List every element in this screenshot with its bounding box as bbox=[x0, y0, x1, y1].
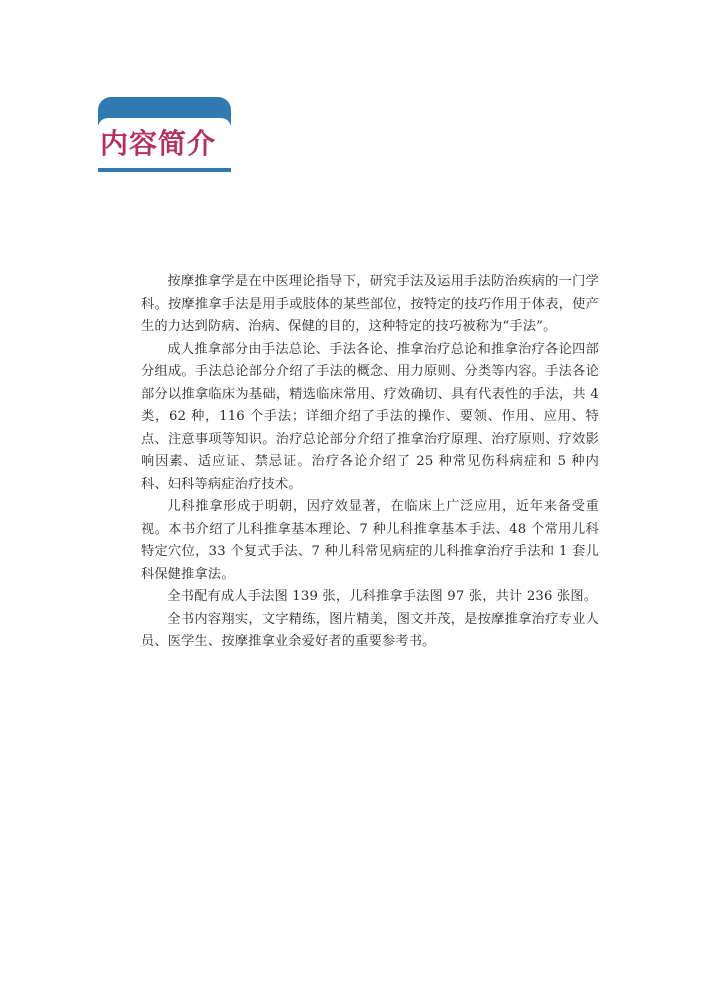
heading-underline bbox=[98, 168, 231, 172]
introduction-body bbox=[141, 271, 599, 654]
paragraph-summary: 全书内容翔实，文字精练，图片精美，图文并茂，是按摩推拿治疗专业人员、医学生、按摩推拿业余爱好者的重要参考书。 bbox=[141, 611, 599, 649]
page-title: 内容简介 bbox=[100, 127, 217, 160]
paragraph-pediatric-massage: 儿科推拿形成于明朝，因疗效显著，在临床上广泛应用，近年来备受重视。本书介绍了儿科推拿基本理论、7 种儿科推拿基本手法、48 个常用儿科特定穴位，33 个复式手法、7 种儿科常见病症的儿科推拿治疗手法和 1 套儿科保健推拿法。 bbox=[141, 499, 599, 582]
paragraph-adult-massage: 成人推拿部分由手法总论、手法各论、推拿治疗总论和推拿治疗各论四部分组成。手法总论部分介绍了手法的概念、用力原则、分类等内容。手法各论部分以推拿临床为基础，精选临床常用、疗效确切、具有代表性的手法，共 4 类，62 种，116 个手法；详细介绍了手法的操作、要领、作用、应用、特点、注意事项等知识。治疗总论部分介绍了推拿治疗原理、治疗原则、疗效影响因素、适应证、禁忌证。治疗各论介绍了 25 种常见伤科病症和 5 种内科、妇科等病症治疗技术。 bbox=[141, 341, 599, 492]
section-heading bbox=[98, 97, 231, 174]
paragraph-intro: 按摩推拿学是在中医理论指导下，研究手法及运用手法防治疾病的一门学科。按摩推拿手法是用手或肢体的某些部位，按特定的技巧作用于体表，使产生的力达到防病、治病、保健的目的，这种特定的技巧被称为“手法”。 bbox=[141, 274, 599, 334]
paragraph-figures: 全书配有成人手法图 139 张，儿科推拿手法图 97 张，共计 236 张图。 bbox=[167, 589, 598, 604]
